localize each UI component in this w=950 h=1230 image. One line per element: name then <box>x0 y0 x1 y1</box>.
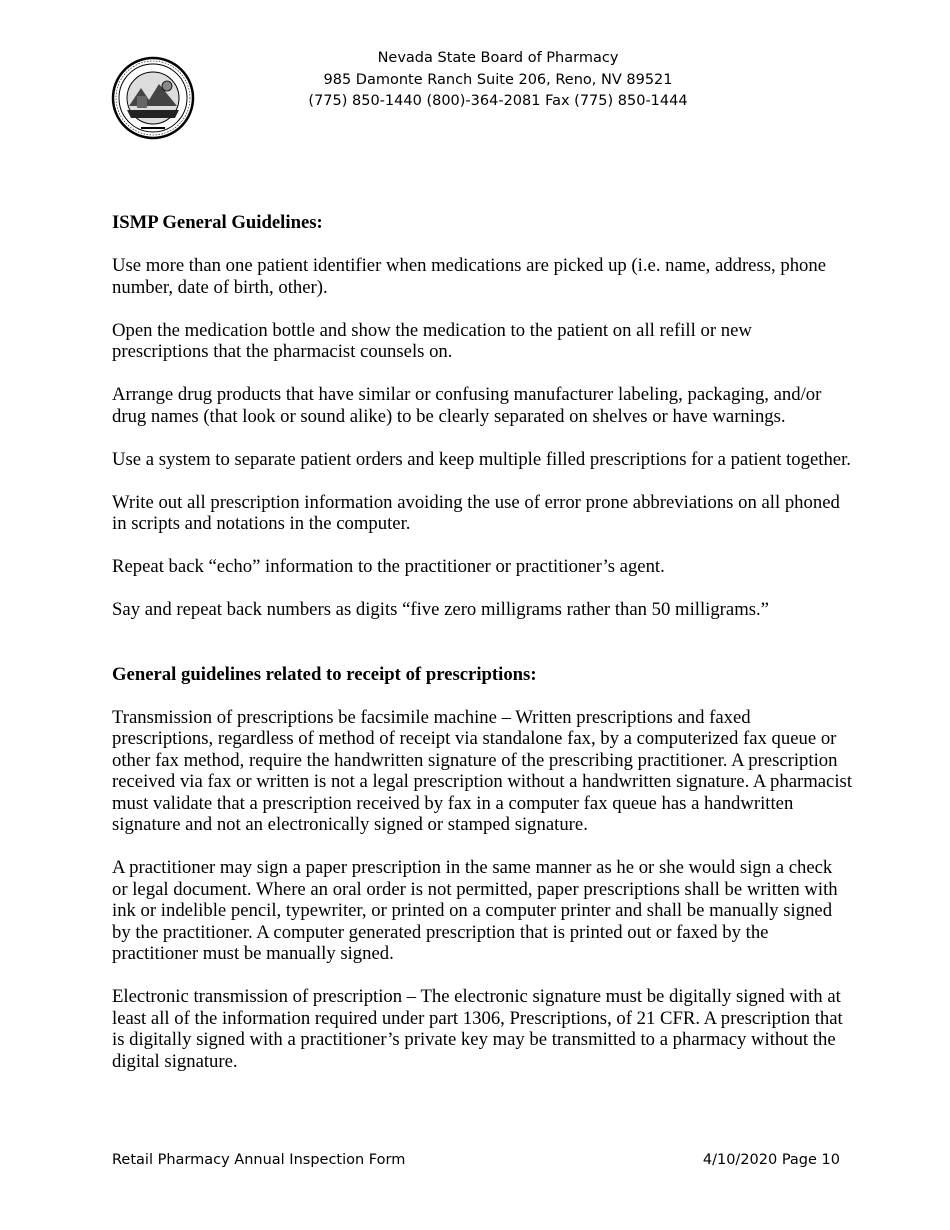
state-seal-logo <box>111 56 195 140</box>
document-body <box>112 212 852 1072</box>
receipt-heading: General guidelines related to receipt of prescriptions: <box>112 663 537 685</box>
ismp-paragraph: Arrange drug products that have similar or confusing manufacturer labeling, packaging, and/or drug names (that look or sound alike) to be clearly separated on shelves or have warnings. <box>112 384 822 427</box>
org-name: Nevada State Board of Pharmacy <box>377 50 619 66</box>
page-footer <box>112 1152 840 1168</box>
ismp-paragraph: Open the medication bottle and show the medication to the patient on all refill or new prescriptions that the pharmacist counsels on. <box>112 319 752 362</box>
letterhead <box>250 48 746 113</box>
ismp-paragraph: Write out all prescription information avoiding the use of error prone abbreviations on all phoned in scripts and notations in the computer. <box>112 491 840 534</box>
ismp-paragraph: Use more than one patient identifier when medications are picked up (i.e. name, address, phone number, date of birth, other). <box>112 255 827 298</box>
receipt-paragraph: A practitioner may sign a paper prescription in the same manner as he or she would sign a check or legal document. Where an oral order is not permitted, paper prescriptions shall be written with ink or indelible pencil, typewriter, or printed on a computer printer and shall be manually signed by the practitioner. A computer generated prescription that is printed out or faxed by the practitioner must be manually signed. <box>112 857 838 964</box>
org-address: 985 Damonte Ranch Suite 206, Reno, NV 89521 <box>323 71 673 88</box>
ismp-paragraph: Use a system to separate patient orders and keep multiple filled prescriptions for a patient together. <box>112 448 851 470</box>
receipt-paragraph: Transmission of prescriptions be facsimile machine – Written prescriptions and faxed prescriptions, regardless of method of receipt via standalone fax, by a computerized fax queue or other fax method, require the handwritten signature of the prescribing practitioner. A prescription received via fax or written is not a legal prescription without a handwritten signature. A pharmacist must validate that a prescription received by fax in a computer fax queue has a handwritten signature and not an electronically signed or stamped signature. <box>112 706 853 835</box>
footer-form-name: Retail Pharmacy Annual Inspection Form <box>112 1152 406 1168</box>
ismp-paragraph: Repeat back “echo” information to the practitioner or practitioner’s agent. <box>112 556 665 577</box>
ismp-paragraph: Say and repeat back numbers as digits “five zero milligrams rather than 50 milligrams.” <box>112 599 769 620</box>
footer-date-page: 4/10/2020 Page 10 <box>702 1152 840 1168</box>
receipt-paragraph: Electronic transmission of prescription – The electronic signature must be digitally signed with at least all of the information required under part 1306, Prescriptions, of 21 CFR. A prescription that is digitally signed with a practitioner’s private key may be transmitted to a pharmacy without the digital signature. <box>112 986 843 1072</box>
org-phones: (775) 850-1440 (800)-364-2081 Fax (775) 850-1444 <box>308 93 688 109</box>
ismp-heading: ISMP General Guidelines: <box>112 212 323 233</box>
